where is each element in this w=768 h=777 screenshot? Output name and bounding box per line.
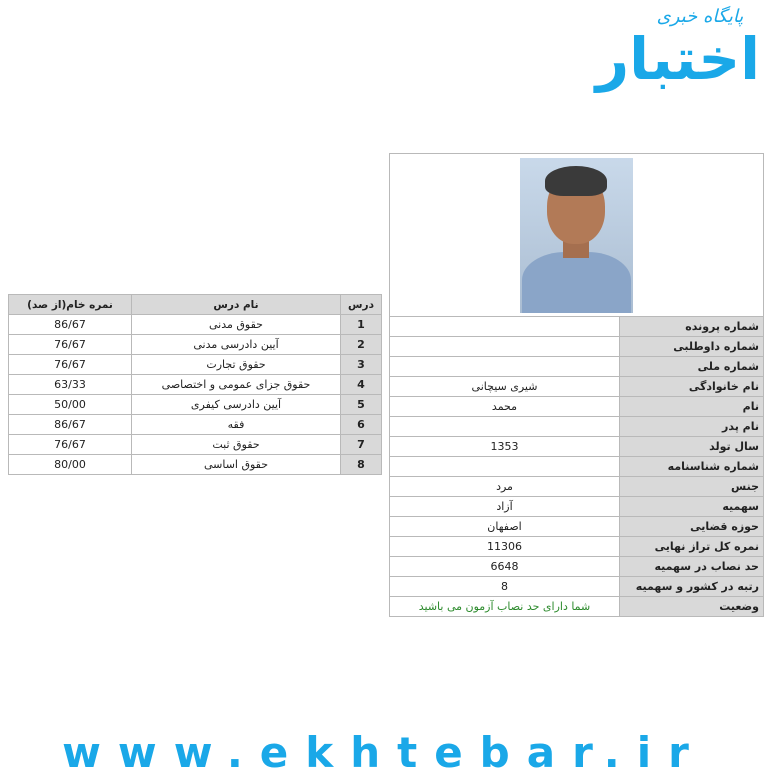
info-row (390, 477, 763, 497)
info-row (390, 377, 763, 397)
grade-row (9, 355, 382, 375)
info-row (390, 497, 763, 517)
info-row (390, 417, 763, 437)
grades-header-row (9, 295, 382, 315)
grade-lesson: آیین دادرسی کیفری (132, 395, 341, 415)
grade-row (9, 395, 382, 415)
grade-score: 76/67 (9, 355, 132, 375)
info-label: نام خانوادگی (620, 377, 764, 397)
info-row (390, 597, 763, 617)
info-value: محمد (390, 397, 620, 417)
candidate-info-panel (389, 153, 764, 617)
info-row (390, 317, 763, 337)
info-row (390, 537, 763, 557)
info-row (390, 517, 763, 537)
grade-lesson: حقوق اساسی (132, 455, 341, 475)
grade-lesson: حقوق تجارت (132, 355, 341, 375)
grade-score: 76/67 (9, 335, 132, 355)
grades-table (8, 294, 382, 475)
info-value: 1353 (390, 437, 620, 457)
info-label: شماره پرونده (620, 317, 764, 337)
info-value (390, 337, 620, 357)
grade-score: 86/67 (9, 415, 132, 435)
info-value: شیری سیچانی (390, 377, 620, 397)
info-label: شماره داوطلبی (620, 337, 764, 357)
grade-num: 4 (341, 375, 382, 395)
grade-lesson: حقوق جزای عمومی و اختصاصی (132, 375, 341, 395)
info-label: سال تولد (620, 437, 764, 457)
info-label: جنس (620, 477, 764, 497)
info-label: وضعیت (620, 597, 764, 617)
info-label: سهمیه (620, 497, 764, 517)
grade-num: 7 (341, 435, 382, 455)
info-label: حد نصاب در سهمیه (620, 557, 764, 577)
grade-row (9, 315, 382, 335)
info-value: آزاد (390, 497, 620, 517)
grade-row (9, 455, 382, 475)
candidate-info-table (390, 317, 763, 616)
grade-num: 1 (341, 315, 382, 335)
logo-subtitle: پایگاه خبری (656, 6, 744, 27)
info-row (390, 437, 763, 457)
grade-num: 8 (341, 455, 382, 475)
info-label: نام پدر (620, 417, 764, 437)
site-logo (595, 6, 760, 101)
grade-score: 50/00 (9, 395, 132, 415)
candidate-photo (520, 158, 633, 313)
info-row (390, 577, 763, 597)
grade-score: 63/33 (9, 375, 132, 395)
info-label: حوزه قضایی (620, 517, 764, 537)
grade-score: 76/67 (9, 435, 132, 455)
grade-row (9, 375, 382, 395)
info-value: اصفهان (390, 517, 620, 537)
logo-name: اختبار (595, 25, 760, 93)
grade-num: 6 (341, 415, 382, 435)
grade-num: 3 (341, 355, 382, 375)
info-label: نمره کل تراز نهایی (620, 537, 764, 557)
grade-score: 86/67 (9, 315, 132, 335)
grade-lesson: حقوق مدنی (132, 315, 341, 335)
info-row (390, 557, 763, 577)
info-value (390, 457, 620, 477)
grade-lesson: فقه (132, 415, 341, 435)
info-value: 8 (390, 577, 620, 597)
info-row (390, 457, 763, 477)
info-value (390, 417, 620, 437)
grade-lesson: آیین دادرسی مدنی (132, 335, 341, 355)
info-label: شماره ملی (620, 357, 764, 377)
info-value: 11306 (390, 537, 620, 557)
info-value (390, 357, 620, 377)
grade-row (9, 335, 382, 355)
info-label: شماره شناسنامه (620, 457, 764, 477)
grade-num: 2 (341, 335, 382, 355)
grade-row (9, 415, 382, 435)
info-value: شما دارای حد نصاب آزمون می باشید (390, 597, 620, 617)
col-header-lesson: نام درس (132, 295, 341, 315)
info-row (390, 397, 763, 417)
col-header-score: نمره خام(از صد) (9, 295, 132, 315)
info-value: مرد (390, 477, 620, 497)
photo-cell (390, 154, 763, 317)
site-url: www.ekhtebar.ir (62, 728, 706, 777)
info-row (390, 337, 763, 357)
grade-score: 80/00 (9, 455, 132, 475)
grade-row (9, 435, 382, 455)
col-header-num: درس (341, 295, 382, 315)
info-value (390, 317, 620, 337)
grade-lesson: حقوق ثبت (132, 435, 341, 455)
info-value: 6648 (390, 557, 620, 577)
info-label: نام (620, 397, 764, 417)
grade-num: 5 (341, 395, 382, 415)
info-row (390, 357, 763, 377)
info-label: رتبه در کشور و سهمیه (620, 577, 764, 597)
